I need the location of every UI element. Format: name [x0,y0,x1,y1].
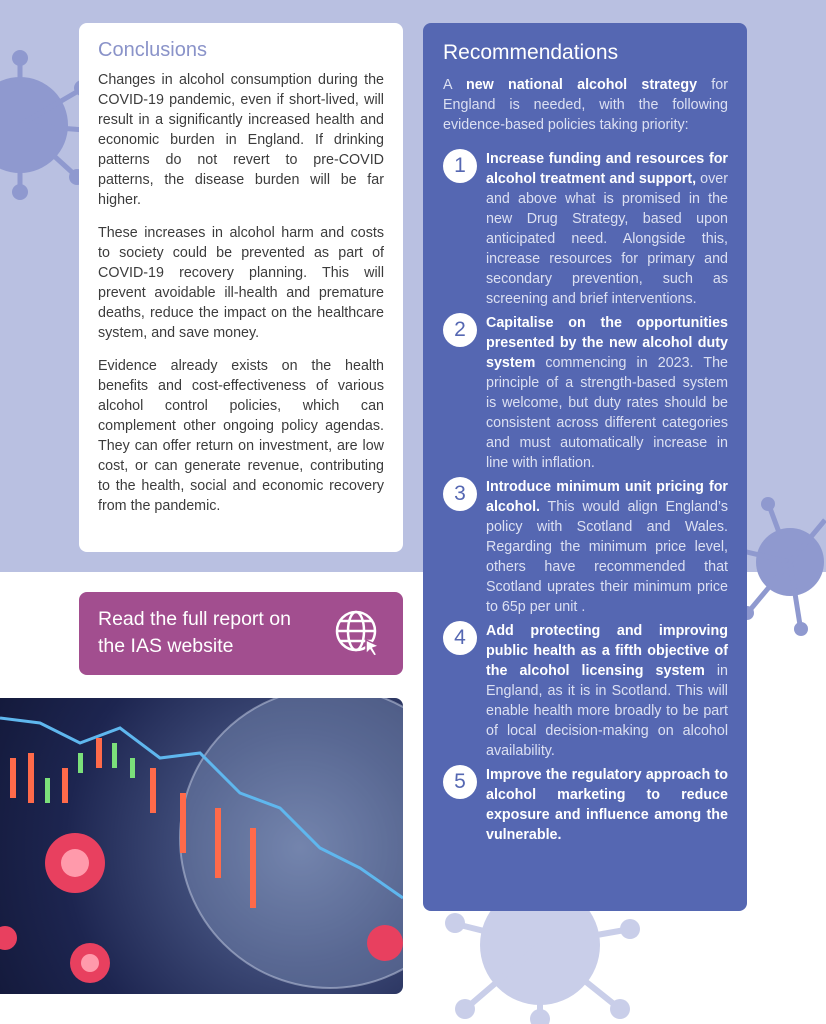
intro-bold: new national alcohol strategy [466,77,698,93]
recommendation-number: 1 [443,149,477,183]
recommendation-text [486,149,728,309]
recommendation-item [443,149,728,309]
recommendation-item [443,477,728,617]
recommendation-item [443,765,728,845]
recommendation-body-text: commencing in 2023. The principle of a strength-based system is welcome, but duty rates should be consistent across different categories and must automatically increase in line with inflation. [486,355,728,471]
recommendation-bold-text: Introduce minimum unit pricing for alcohol. [486,479,728,515]
intro-prefix: A [443,77,466,93]
recommendations-heading: Recommendations [443,41,619,64]
recommendation-bold-text: Improve the regulatory approach to alcohol marketing to reduce exposure and influence among the vulnerable. [486,767,728,843]
recommendations-panel [423,23,747,911]
recommendation-text [486,621,728,761]
recommendation-number: 5 [443,765,477,799]
read-full-report-button[interactable] [79,592,403,675]
conclusions-card [79,23,403,552]
recommendation-text [486,765,728,845]
recommendation-bold-text: Add protecting and improving public health as a fifth objective of the alcohol licensing system [486,623,728,679]
globe-cursor-icon [333,608,383,658]
conclusions-paragraph: These increases in alcohol harm and costs to society could be prevented as part of COVID-19 recovery planning. This will prevent avoidable ill-health and premature deaths, reduce the impact on the healthcare system, and save money. [98,225,384,341]
recommendation-text [486,477,728,617]
covid-market-illustration [0,698,403,994]
conclusions-paragraph: Changes in alcohol consumption during the COVID-19 pandemic, even if short-lived, will result in a significantly increased health and economic burden in England. If drinking patterns do not revert to pre-COVID patterns, the disease burden will be far higher. [98,72,384,208]
recommendation-body-text: This would align England’s policy with Scotland and Wales. Regarding the minimum price level, others have recommended that Scotland uprates their minimum price to 65p per unit . [486,499,728,615]
intro-suffix: for England is needed, with the following evidence-based policies taking priority: [443,77,728,133]
virus-decoration-icon [440,905,640,1024]
conclusions-paragraph: Evidence already exists on the health benefits and cost-effectiveness of various alcohol control policies, which can complement other ongoing policy agendas. They can offer return on investment, are low cost, or can generate revenue, contributing to the health, social and economic recovery from the pandemic. [98,358,384,514]
recommendation-bold-text: Increase funding and resources for alcohol treatment and support, [486,151,728,187]
recommendation-item [443,621,728,761]
recommendation-body-text: over and above what is promised in the new Drug Strategy, based upon anticipated need. Alongside this, increase resources for primary and secondary prevention, such as screening and brief interventions. [486,171,728,307]
recommendation-item [443,313,728,473]
recommendation-number: 2 [443,313,477,347]
recommendation-text [486,313,728,473]
conclusions-heading: Conclusions [98,39,207,61]
covid-market-photo [0,698,403,994]
recommendation-number: 3 [443,477,477,511]
recommendation-bold-text: Capitalise on the opportunities presented by the new alcohol duty system [486,315,728,371]
recommendation-number: 4 [443,621,477,655]
recommendation-body-text: in England, as it is in Scotland. This will enable health more broadly to be part of local decision-making on alcohol availability. [486,663,729,759]
read-full-report-label: Read the full report on the IAS website [98,608,291,657]
recommendations-intro [443,75,728,135]
